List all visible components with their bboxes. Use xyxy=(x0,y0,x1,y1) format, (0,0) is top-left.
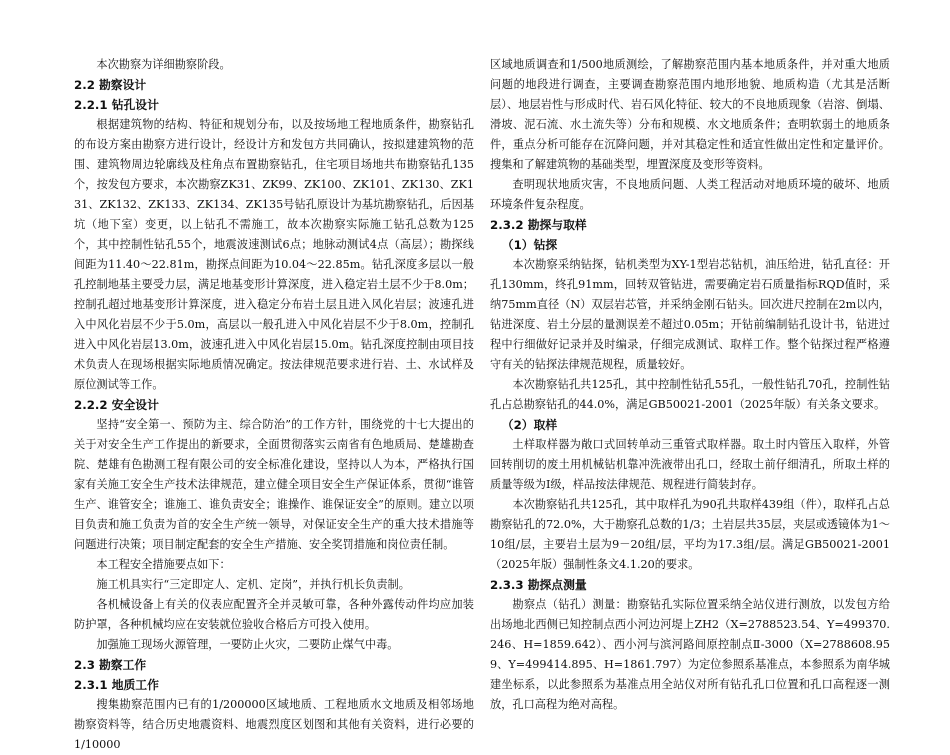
safety-paragraph-5: 加强施工现场火源管理，一要防止火灾，二要防止煤气中毒。 xyxy=(96,638,399,651)
section-heading-2-2-1: 2.2.1 钻孔设计 xyxy=(74,98,159,112)
survey-paragraph: 勘察点（钻孔）测量：勘察钻孔实际位置采纳全站仪进行测放，以发包方给出场地北西侧已知控制点西小河边河堤上ZH2（X=2788523.54、Y=499370.246、H=1859.642）、西小河与滨河路间原控制点Ⅱ-3000（X=2788608.959、Y=499414.895、H=1861.797）为定位参照系基准点，本参照系为南华城建坐标系，以此参照系为基准点用全站仪对所有钻孔孔口位置和孔口高程逐一测放，孔口高程为绝对高程。 xyxy=(490,598,890,711)
subheading-drilling: （1）钻探 xyxy=(501,238,558,252)
subheading-sampling: （2）取样 xyxy=(501,418,558,432)
drilling-paragraph-1: 本次勘察采纳钻探，钻机类型为XY-1型岩芯钻机，油压给进，钻孔直径：开孔130mm，终孔91mm，回转双管钻进，需要确定岩石质量指标RQD值时，采纳75mm直径（N）双层岩芯管，并采纳金刚石钻头。回次进尺控制在2m以内，钻进深度、岩土分层的量测误差不超过0.05m；开钻前编制钻孔设计书，钻进过程中行细做好记录并及时编录，仔细完成测试、取样工作。整个钻探过程严格遵守有关的钻探法律规范规程，质量较好。 xyxy=(490,258,890,371)
geology-paragraph-2: 查明现状地质灾害，不良地质问题、人类工程活动对地质环境的破坏、地质环境条件复杂程度。 xyxy=(490,178,890,211)
geology-paragraph-1-continued: 区域地质调查和1/500地质测绘，了解勘察范围内基本地质条件，并对重大地质问题的地段进行调查，主要调查勘察范围内地形地貌、地质构造（尤其是活断层）、地层岩性与形成时代、岩石风化特征、较大的不良地质现象（岩溶、倒塌、滑坡、泥石流、水土流失等）分布和规模、水文地质条件；查明软弱土的地质条件，重点分析可能存在沉降问题，并对其稳定性和适宜性做出定性和定量评价。搜集和了解建筑物的基础类型，埋置深度及变形等资料。 xyxy=(490,58,890,171)
intro-paragraph: 本次勘察为详细勘察阶段。 xyxy=(96,58,231,71)
section-heading-2-3: 2.3 勘察工作 xyxy=(74,658,147,672)
section-heading-2-2-2: 2.2.2 安全设计 xyxy=(74,398,159,412)
safety-paragraph-3: 施工机具实行“三定即定人、定机、定岗”，并执行机长负责制。 xyxy=(96,578,410,591)
safety-paragraph-1: 坚持“安全第一、预防为主、综合防治”的工作方针，围绕党的十七大提出的关于对安全生产工作提出的新要求，全面贯彻落实云南省有色地质局、楚雄勘查院、楚雄有色勘测工程有限公司的安全标准化建设，坚持以人为本，严格执行国家有关施工安全生产技术法律规范，建立健全项目安全生产保证体系，贯彻“谁管生产、谁管安全；谁施工、谁负责安全；谁操作、谁保证安全”的原则。建立以项目负责和施工负责为首的安全生产统一领导，对保证安全生产的重大技术措施等问题进行决策；项目制定配套的安全生产措施、安全奖罚措施和岗位责任制。 xyxy=(74,418,474,551)
safety-paragraph-4: 各机械设备上有关的仪表应配置齐全并灵敏可靠，各种外露传动件均应加装防护罩，各种机械均应在安装就位验收合格后方可投入使用。 xyxy=(74,598,474,631)
left-column xyxy=(74,55,474,755)
sampling-paragraph-1: 土样取样器为敞口式回转单动三重管式取样器。取土时内管压入取样，外管回转削切的废土用机械钻机靠冲洗液带出孔口，经取土前仔细清孔，所取土样的质量等级为Ⅰ级，样品按法律规范、规程进行简装封存。 xyxy=(490,438,890,491)
geology-paragraph-1: 搜集勘察范围内已有的1/200000区域地质、工程地质水文地质及相邻场地勘察资料等，结合历史地震资料、地震烈度区划图和其他有关资料，进行必要的1/10000 xyxy=(74,698,474,751)
safety-paragraph-2: 本工程安全措施要点如下： xyxy=(96,558,231,571)
section-heading-2-3-1: 2.3.1 地质工作 xyxy=(74,678,159,692)
sampling-paragraph-2: 本次勘察钻孔共125孔，其中取样孔为90孔共取样439组（件），取样孔占总勘察钻孔的72.0%，大于勘察孔总数的1/3；土岩层共35层，夹层或透镜体为1～10组/层，主要岩土层为9－20组/层，平均为17.3组/层。满足GB50021-2001（2025年版）强制性条文4.1.20的要求。 xyxy=(490,498,890,571)
drill-design-paragraph: 根据建筑物的结构、特征和规划分布，以及按场地工程地质条件，勘察钻孔的布设方案由勘察方进行设计，经设计方和发包方共同确认，按拟建建筑物的范围、建筑物周边轮廓线及柱角点布置勘察钻孔，住宅项目场地共布勘察钻孔135个，按发包方要求，本次勘察ZK31、ZK99、ZK100、ZK101、ZK130、ZK131、ZK132、ZK133、ZK134、ZK135号钻孔原设计为基坑勘察钻孔，后因基坑（地下室）变更，以上钻孔不需施工，故本次勘察实际施工钻孔总数为125个，其中控制性钻孔55个，地震波速测试6点；地脉动测试4点（高层）；勘探线间距为11.40～22.81m，勘探点间距为10.04～22.85m。钻孔深度多层以一般孔控制地基主要受力层，满足地基变形计算深度，进入稳定岩土层不少于8.0m；控制孔超过地基变形计算深度，进入稳定分布岩土层且进入风化岩层；波速孔进入中风化岩层不少于5.0m，高层以一般孔进入中风化岩层不少于8.0m，控制孔进入中风化岩层13.0m，波速孔进入中风化岩层15.0m。钻孔深度控制由项目技术负责人在现场根据实际地质情况确定。按法律规范要求进行岩、土、水试样及原位测试等工作。 xyxy=(74,118,474,391)
section-heading-2-3-3: 2.3.3 勘探点测量 xyxy=(490,578,587,592)
section-heading-2-2: 2.2 勘察设计 xyxy=(74,78,147,92)
drilling-paragraph-2: 本次勘察钻孔共125孔，其中控制性钻孔55孔，一般性钻孔70孔，控制性钻孔占总勘察钻孔的44.0%，满足GB50021-2001（2025年版）有关条文要求。 xyxy=(490,378,890,411)
right-column xyxy=(490,55,890,715)
section-heading-2-3-2: 2.3.2 勘探与取样 xyxy=(490,218,587,232)
